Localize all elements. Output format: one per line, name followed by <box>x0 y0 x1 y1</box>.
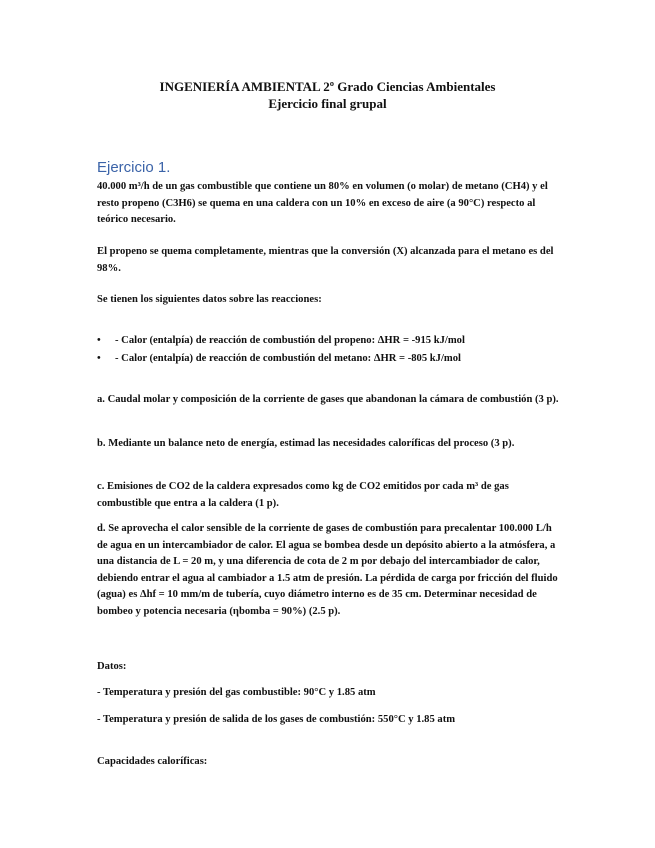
data-heading: Datos: <box>97 661 127 672</box>
heat-capacities-heading: Capacidades caloríficas: <box>97 756 208 767</box>
bullet-icon: • <box>97 335 101 346</box>
data-item-exhaust-gas: - Temperatura y presión de salida de los gases de combustión: 550°C y 1.85 atm <box>97 714 456 725</box>
paragraph-conversion: El propeno se quema completamente, mientras que la conversión (X) alcanzada para el metano es del 98%. <box>97 246 554 274</box>
bullet-icon: • <box>97 353 101 364</box>
question-b: b. Mediante un balance neto de energía, estimad las necesidades caloríficas del proceso (3 p). <box>97 438 515 449</box>
question-d: d. Se aprovecha el calor sensible de la corriente de gases de combustión para precalentar 100.000 L/h de agua en un intercambiador de calor. El agua se bombea desde un depósito abierto a la atmósfera, a una distancia de L = 20 m, y una diferencia de cota de 2 m por debajo del intercambiador de calor, debiendo entrar el agua al cambiador a 1.5 atm de presión. La pérdida de carga por fricción del fluido (agua) es Δhf = 10 mm/m de tubería, cuyo diámetro interno es de 35 cm. Determinar necesidad de bombeo y potencia necesaria (ηbomba = 90%) (2.5 p). <box>97 523 558 617</box>
document-header-title: INGENIERÍA AMBIENTAL 2º Grado Ciencias Ambientales <box>159 79 496 94</box>
data-item-fuel-gas: - Temperatura y presión del gas combustible: 90°C y 1.85 atm <box>97 687 376 698</box>
paragraph-intro: 40.000 m³/h de un gas combustible que contiene un 80% en volumen (o molar) de metano (CH4) y el resto propeno (C3H6) se quema en una caldera con un 10% en exceso de aire (a 90°C) respecto al teórico necesario. <box>97 181 548 225</box>
exercise-title: Ejercicio 1. <box>97 159 171 176</box>
bullet-text: - Calor (entalpía) de reacción de combustión del propeno: ΔHR = -915 kJ/mol <box>115 335 465 346</box>
paragraph-reaction-data: Se tienen los siguientes datos sobre las reacciones: <box>97 294 322 305</box>
document-header-subtitle: Ejercicio final grupal <box>268 96 387 111</box>
question-a: a. Caudal molar y composición de la corriente de gases que abandonan la cámara de combustión (3 p). <box>97 394 559 405</box>
question-c: c. Emisiones de CO2 de la caldera expresados como kg de CO2 emitidos por cada m³ de gas combustible que entra a la caldera (1 p). <box>97 481 509 509</box>
bullet-text: - Calor (entalpía) de reacción de combustión del metano: ΔHR = -805 kJ/mol <box>115 353 461 364</box>
